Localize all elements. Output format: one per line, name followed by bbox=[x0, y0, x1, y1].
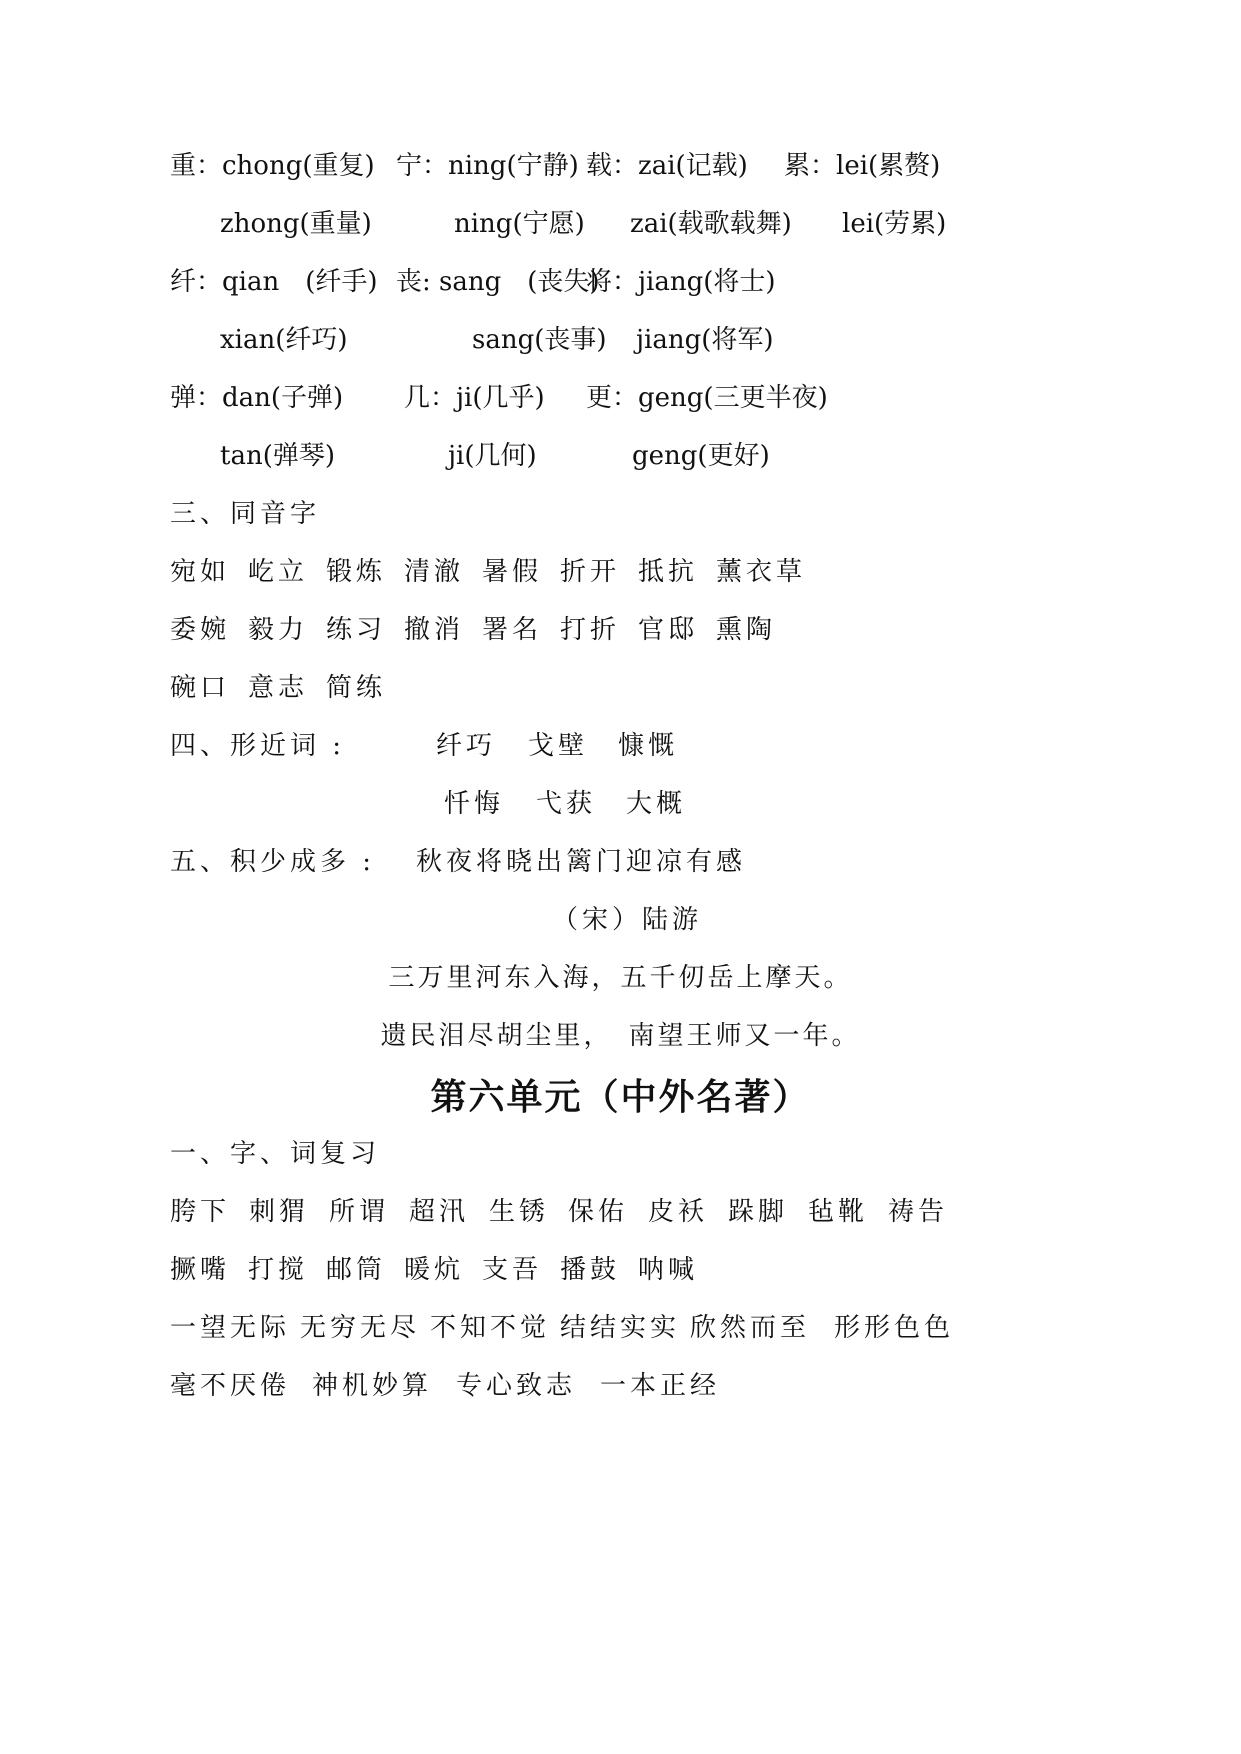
word: 支吾 bbox=[482, 1255, 543, 1285]
homophones-row-3 bbox=[0, 668, 1241, 708]
idiom: 结结实实 bbox=[560, 1313, 681, 1343]
idiom: 无穷无尽 bbox=[300, 1313, 421, 1343]
polyphone-entry: 将：jiang(将士) bbox=[586, 267, 776, 297]
word: 暑假 bbox=[482, 557, 543, 587]
word: 毡靴 bbox=[808, 1197, 869, 1227]
section-heading: 三、同音字 bbox=[170, 499, 321, 529]
polyphone-row-6 bbox=[0, 436, 1241, 476]
word: 官邸 bbox=[638, 615, 699, 645]
polyphone-row-1 bbox=[0, 146, 1241, 186]
unit6-row-4 bbox=[0, 1366, 1241, 1406]
unit6-row-2 bbox=[0, 1250, 1241, 1290]
section-heading: 五、积少成多 : bbox=[170, 847, 376, 877]
word: 呐喊 bbox=[638, 1255, 699, 1285]
unit6-row-1 bbox=[0, 1192, 1241, 1232]
word: 熏陶 bbox=[716, 615, 777, 645]
polyphone-entry: jiang(将军) bbox=[636, 325, 774, 355]
polyphone-entry: sang(丧事) bbox=[472, 325, 607, 355]
word: 大概 bbox=[626, 789, 687, 819]
polyphone-entry: ji(几何) bbox=[448, 441, 537, 471]
word: 撤消 bbox=[404, 615, 465, 645]
word: 跺脚 bbox=[728, 1197, 789, 1227]
polyphone-entry: 重：chong(重复) bbox=[170, 151, 375, 181]
polyphone-entry: zhong(重量) bbox=[220, 209, 372, 239]
idiom: 形形色色 bbox=[834, 1313, 955, 1343]
word: 保佑 bbox=[568, 1197, 629, 1227]
polyphone-row-2 bbox=[0, 204, 1241, 244]
unit-title: 第六单元（中外名著） bbox=[430, 1076, 811, 1118]
word: 纤巧 bbox=[436, 731, 497, 761]
polyphone-entry: geng(更好) bbox=[632, 441, 770, 471]
poem-heading-row bbox=[0, 842, 1241, 882]
idiom: 神机妙算 bbox=[312, 1371, 433, 1401]
unit6-row-3 bbox=[0, 1308, 1241, 1348]
section-heading: 四、形近词 : bbox=[170, 731, 346, 761]
polyphone-entry: 几：ji(几乎) bbox=[404, 383, 545, 413]
poem-line-1: 三万里河东入海，五千仞岳上摩天。 bbox=[388, 963, 853, 993]
polyphone-entry: 宁：ning(宁静) bbox=[396, 151, 579, 181]
word: 戈壁 bbox=[528, 731, 589, 761]
word: 练习 bbox=[326, 615, 387, 645]
polyphone-entry: 丧: sang (丧失) bbox=[396, 267, 600, 297]
polyphone-row-3 bbox=[0, 262, 1241, 302]
idiom: 专心致志 bbox=[456, 1371, 577, 1401]
word: 委婉 bbox=[170, 615, 231, 645]
polyphone-entry: 累：lei(累赘) bbox=[784, 151, 941, 181]
homophones-heading-row bbox=[0, 494, 1241, 534]
word: 超汛 bbox=[409, 1197, 470, 1227]
polyphone-entry: zai(载歌载舞) bbox=[630, 209, 792, 239]
word: 署名 bbox=[482, 615, 543, 645]
poem-author-row bbox=[0, 900, 1241, 940]
idiom: 毫不厌倦 bbox=[170, 1371, 291, 1401]
word: 薰衣草 bbox=[716, 557, 807, 587]
word: 邮筒 bbox=[326, 1255, 387, 1285]
idiom: 一本正经 bbox=[600, 1371, 721, 1401]
polyphone-entry: 更：geng(三更半夜) bbox=[586, 383, 828, 413]
word: 屹立 bbox=[248, 557, 309, 587]
word: 生锈 bbox=[489, 1197, 550, 1227]
word: 折开 bbox=[560, 557, 621, 587]
unit6-heading-row bbox=[0, 1134, 1241, 1174]
polyphone-row-5 bbox=[0, 378, 1241, 418]
word: 暖炕 bbox=[404, 1255, 465, 1285]
word: 意志 bbox=[248, 673, 309, 703]
word: 打搅 bbox=[248, 1255, 309, 1285]
word: 锻炼 bbox=[326, 557, 387, 587]
word: 宛如 bbox=[170, 557, 231, 587]
word: 慷慨 bbox=[618, 731, 679, 761]
word: 所谓 bbox=[329, 1197, 390, 1227]
polyphone-entry: ning(宁愿) bbox=[454, 209, 585, 239]
polyphone-entry: xian(纤巧) bbox=[220, 325, 348, 355]
homophones-row-2 bbox=[0, 610, 1241, 650]
word: 弋获 bbox=[536, 789, 597, 819]
word: 播鼓 bbox=[560, 1255, 621, 1285]
poem-author: （宋）陆游 bbox=[552, 905, 703, 935]
similar-row-2 bbox=[0, 784, 1241, 824]
word: 祷告 bbox=[888, 1197, 949, 1227]
idiom: 欣然而至 bbox=[690, 1313, 811, 1343]
polyphone-entry: lei(劳累) bbox=[842, 209, 947, 239]
homophones-row-1 bbox=[0, 552, 1241, 592]
idiom: 一望无际 bbox=[170, 1313, 291, 1343]
word: 打折 bbox=[560, 615, 621, 645]
word: 简练 bbox=[326, 673, 387, 703]
word: 撅嘴 bbox=[170, 1255, 231, 1285]
idiom: 不知不觉 bbox=[430, 1313, 551, 1343]
word: 胯下 bbox=[170, 1197, 231, 1227]
polyphone-entry: tan(弹琴) bbox=[220, 441, 335, 471]
similar-row-1 bbox=[0, 726, 1241, 766]
word: 抵抗 bbox=[638, 557, 699, 587]
word: 刺猬 bbox=[249, 1197, 310, 1227]
word: 碗口 bbox=[170, 673, 231, 703]
polyphone-entry: 纤：qian (纤手) bbox=[170, 267, 378, 297]
polyphone-entry: 载：zai(记载) bbox=[586, 151, 748, 181]
word: 清澈 bbox=[404, 557, 465, 587]
poem-title: 秋夜将晓出篱门迎凉有感 bbox=[416, 847, 747, 877]
word: 毅力 bbox=[248, 615, 309, 645]
section-heading: 一、字、词复习 bbox=[170, 1139, 381, 1169]
word: 忏悔 bbox=[444, 789, 505, 819]
poem-line-2: 遗民泪尽胡尘里， 南望王师又一年。 bbox=[380, 1021, 861, 1051]
polyphone-entry: 弹：dan(子弹) bbox=[170, 383, 344, 413]
word: 皮袄 bbox=[648, 1197, 709, 1227]
polyphone-row-4 bbox=[0, 320, 1241, 360]
